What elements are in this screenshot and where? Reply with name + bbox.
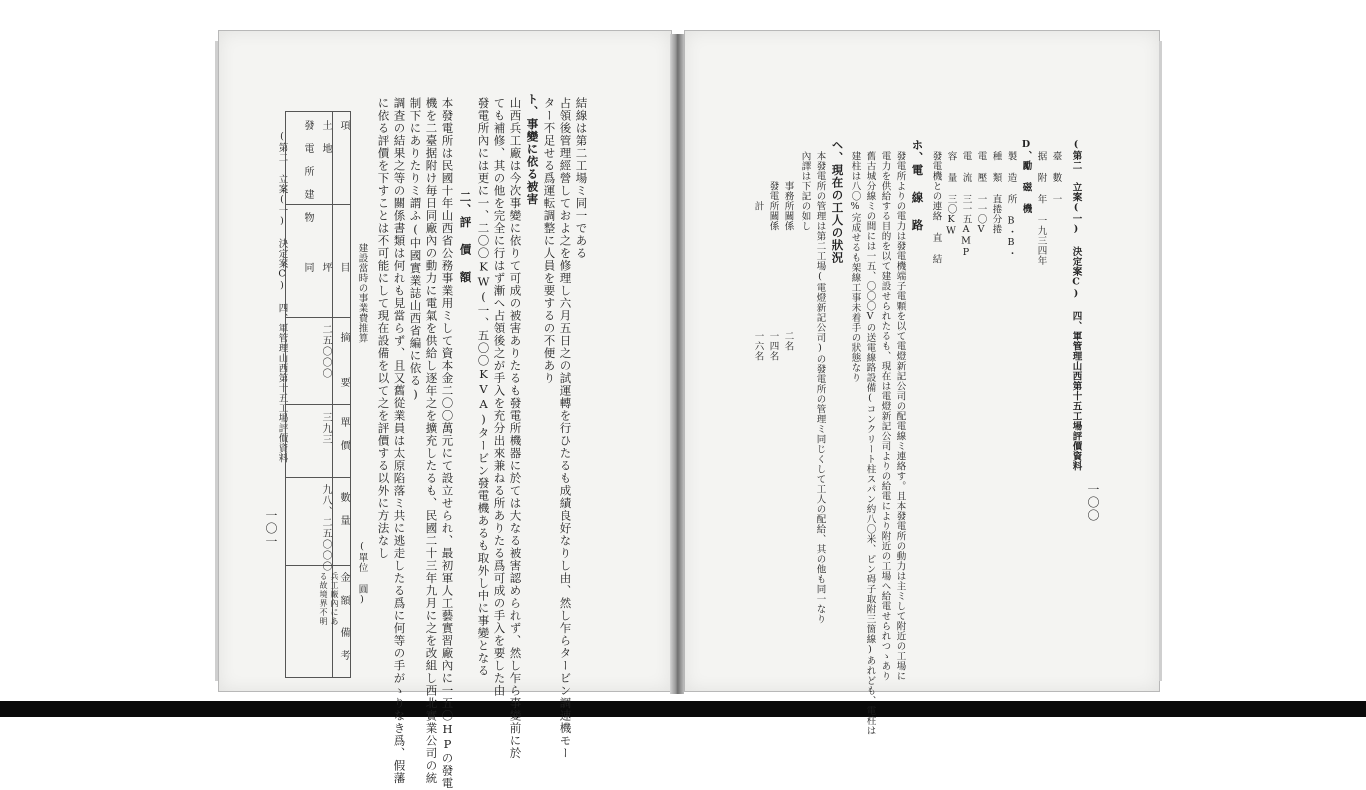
cost-table	[285, 111, 351, 678]
table-header-remarks: 備 考	[338, 627, 349, 661]
section-evaluation: 二、評 價 額	[458, 191, 473, 284]
para-damage-line-3: 發電所內には更に一、二〇〇KW(一、五〇〇KVA)タービン發電機あるも取外し中に事變となる	[476, 97, 491, 677]
unit-note: (單位 圓)	[356, 541, 368, 606]
table-row-item-2: 發 電 所 建 物	[302, 120, 313, 223]
para-lines-3: 舊古城分線ミの間には一五、〇〇〇Vの送電線路設備(コンクリート柱スパン約八〇米、ピン碍子取附三箇線)あれども、電柱は	[864, 151, 876, 736]
section-workers: ヘ、現在の工人の狀況	[830, 139, 845, 264]
staff-plant-count: 一四名	[767, 331, 779, 361]
para-lines-1: 發電所よりの電力は發電機端子電顆を以て電燈新記公司の配電線ミ連絡す。且本發電所の動力は主ミして附近の工場に	[894, 151, 906, 681]
para-damage-line-1: 山西兵工廠は今次事變に依りて可成の被害ありたるも發電所機器に於ては大なる被害認められず、然し乍ら事變前に於	[508, 97, 523, 760]
table-header-quantity: 數 量	[338, 492, 349, 526]
table-row-unit: 坪	[320, 262, 331, 273]
para-eval-line-4: 調査の結果之等の關係書類は何れも見當らず、且又舊從業員は太原陷落ミ共に逃走したる爲に何等の手がゝりなき爲、假藩	[392, 97, 407, 785]
table-header-amount: 金 額	[338, 572, 349, 606]
table-header-item: 項	[338, 120, 349, 131]
subtitle-construction-cost: 建設當時の事業費推算	[356, 243, 368, 343]
para-workers-1: 本發電所の管理は第二工場(電燈新記公司)の發電所の管理ミ同じくして工人の配給、其の他も同一なり	[814, 151, 826, 624]
spec-capacity: 容 量 三〇KW	[945, 151, 957, 237]
table-header-desc: 摘	[338, 332, 349, 343]
right-page-edge	[1159, 41, 1162, 681]
table-header-item-2: 目	[338, 262, 349, 273]
spec-install-year: 据 附 年 一九三四年	[1035, 151, 1047, 266]
spec-exciter-heading: D、勵 磁 機	[1020, 139, 1032, 214]
book-spread	[218, 30, 1158, 790]
spec-current: 電 流 三一五AMP	[960, 151, 972, 259]
running-header: (第二 立案(一) 決定案C) 四、軍管理山西第十五工場評價資料	[1070, 139, 1082, 471]
left-page-edge	[215, 41, 218, 681]
para-eval-line-5: に依る評價を下すことは不可能にして現在設備を以て之を評價する以外に方法なし	[376, 97, 391, 560]
para-eval-line-1: 本發電所は民國十年山西省公務事業用ミして資本金二〇〇萬元にて設立せられ、最初軍人工藝實習廠內に一五〇HPの發電	[440, 97, 455, 790]
staff-total-label: 計	[752, 201, 764, 211]
scanner-bottom-bar	[0, 701, 1366, 717]
para-op-line-2: 占領後管理經營しておよ之を修理し六月五日之の試運轉を行ひたるも成績良好なりし由、然し乍らタービン調速機モー	[558, 97, 573, 760]
para-damage-line-2: ても補修、其の他を完全に行はず漸へ占領後之が手入を充分出來兼ねる所ありたる爲可成の手入を要した由	[492, 97, 507, 697]
table-row-unit-2: 同	[302, 262, 313, 273]
page-number-right: 一〇〇	[1086, 483, 1100, 522]
table-row-item: 土 地	[320, 120, 331, 154]
para-op-line-3: ター不足せる爲運転調整に人員を要するの不便あり	[542, 97, 557, 385]
staff-office-label: 事務所關係	[782, 181, 794, 231]
running-footer: (第二 立案(一) 決定案C) 四、軍管理山西第十五工場評價資料	[276, 131, 288, 463]
para-eval-line-3: 制下にありたりミ謂ふ(中國實業誌山西省編に依る)	[408, 97, 423, 402]
spec-type: 種 類 直捲分捲	[990, 151, 1002, 234]
table-header-unit-price: 單 價	[338, 417, 349, 451]
para-workers-2: 內譯は下記の如し	[799, 151, 811, 231]
right-page	[684, 30, 1160, 736]
table-row-amount: 九八、二五〇〇〇	[320, 484, 331, 572]
para-lines-2: 電力を供給する目的を以て建設せられたるも、現在は電燈新記公司よりの給電により附近の工場へ給電せられつゝあり	[879, 151, 891, 681]
spec-manufacturer: 製 造 所 B・B・	[1005, 151, 1017, 259]
staff-total-count: 一六名	[752, 331, 764, 361]
para-op-line-1: 結線は第二工場ミ同一である	[574, 97, 589, 260]
spec-voltage: 電 壓 一一〇V	[975, 151, 987, 236]
para-lines-4: 建柱は八〇%完成せるも架線工事未着手の狀態なり	[849, 151, 861, 383]
left-page	[218, 30, 672, 790]
para-eval-line-2: 機を二臺据附け毎日同廠內の動力に電氣を供給し逐年之を擴充したるも、民國二十三年九月に之を改組し西北實業公司の統	[424, 97, 439, 785]
spec-connection: 發電機との連絡 直 結	[930, 151, 942, 264]
page-number-left: 一〇一	[264, 509, 278, 548]
table-row-note: 兵工廠內にある故境界不明	[319, 572, 339, 626]
table-row-quantity: 二五〇〇〇	[320, 324, 331, 379]
spec-units: 臺 數 一	[1050, 151, 1062, 204]
section-power-lines: ホ、電 線 路	[910, 139, 925, 232]
section-war-damage: ト、事變に依る被害	[525, 93, 540, 206]
staff-plant-label: 發電所關係	[767, 181, 779, 231]
table-header-desc-2: 要	[338, 377, 349, 388]
table-row-unit-price: 三九三	[320, 412, 331, 445]
book-gutter	[670, 34, 684, 694]
staff-office-count: 二名	[782, 331, 794, 351]
